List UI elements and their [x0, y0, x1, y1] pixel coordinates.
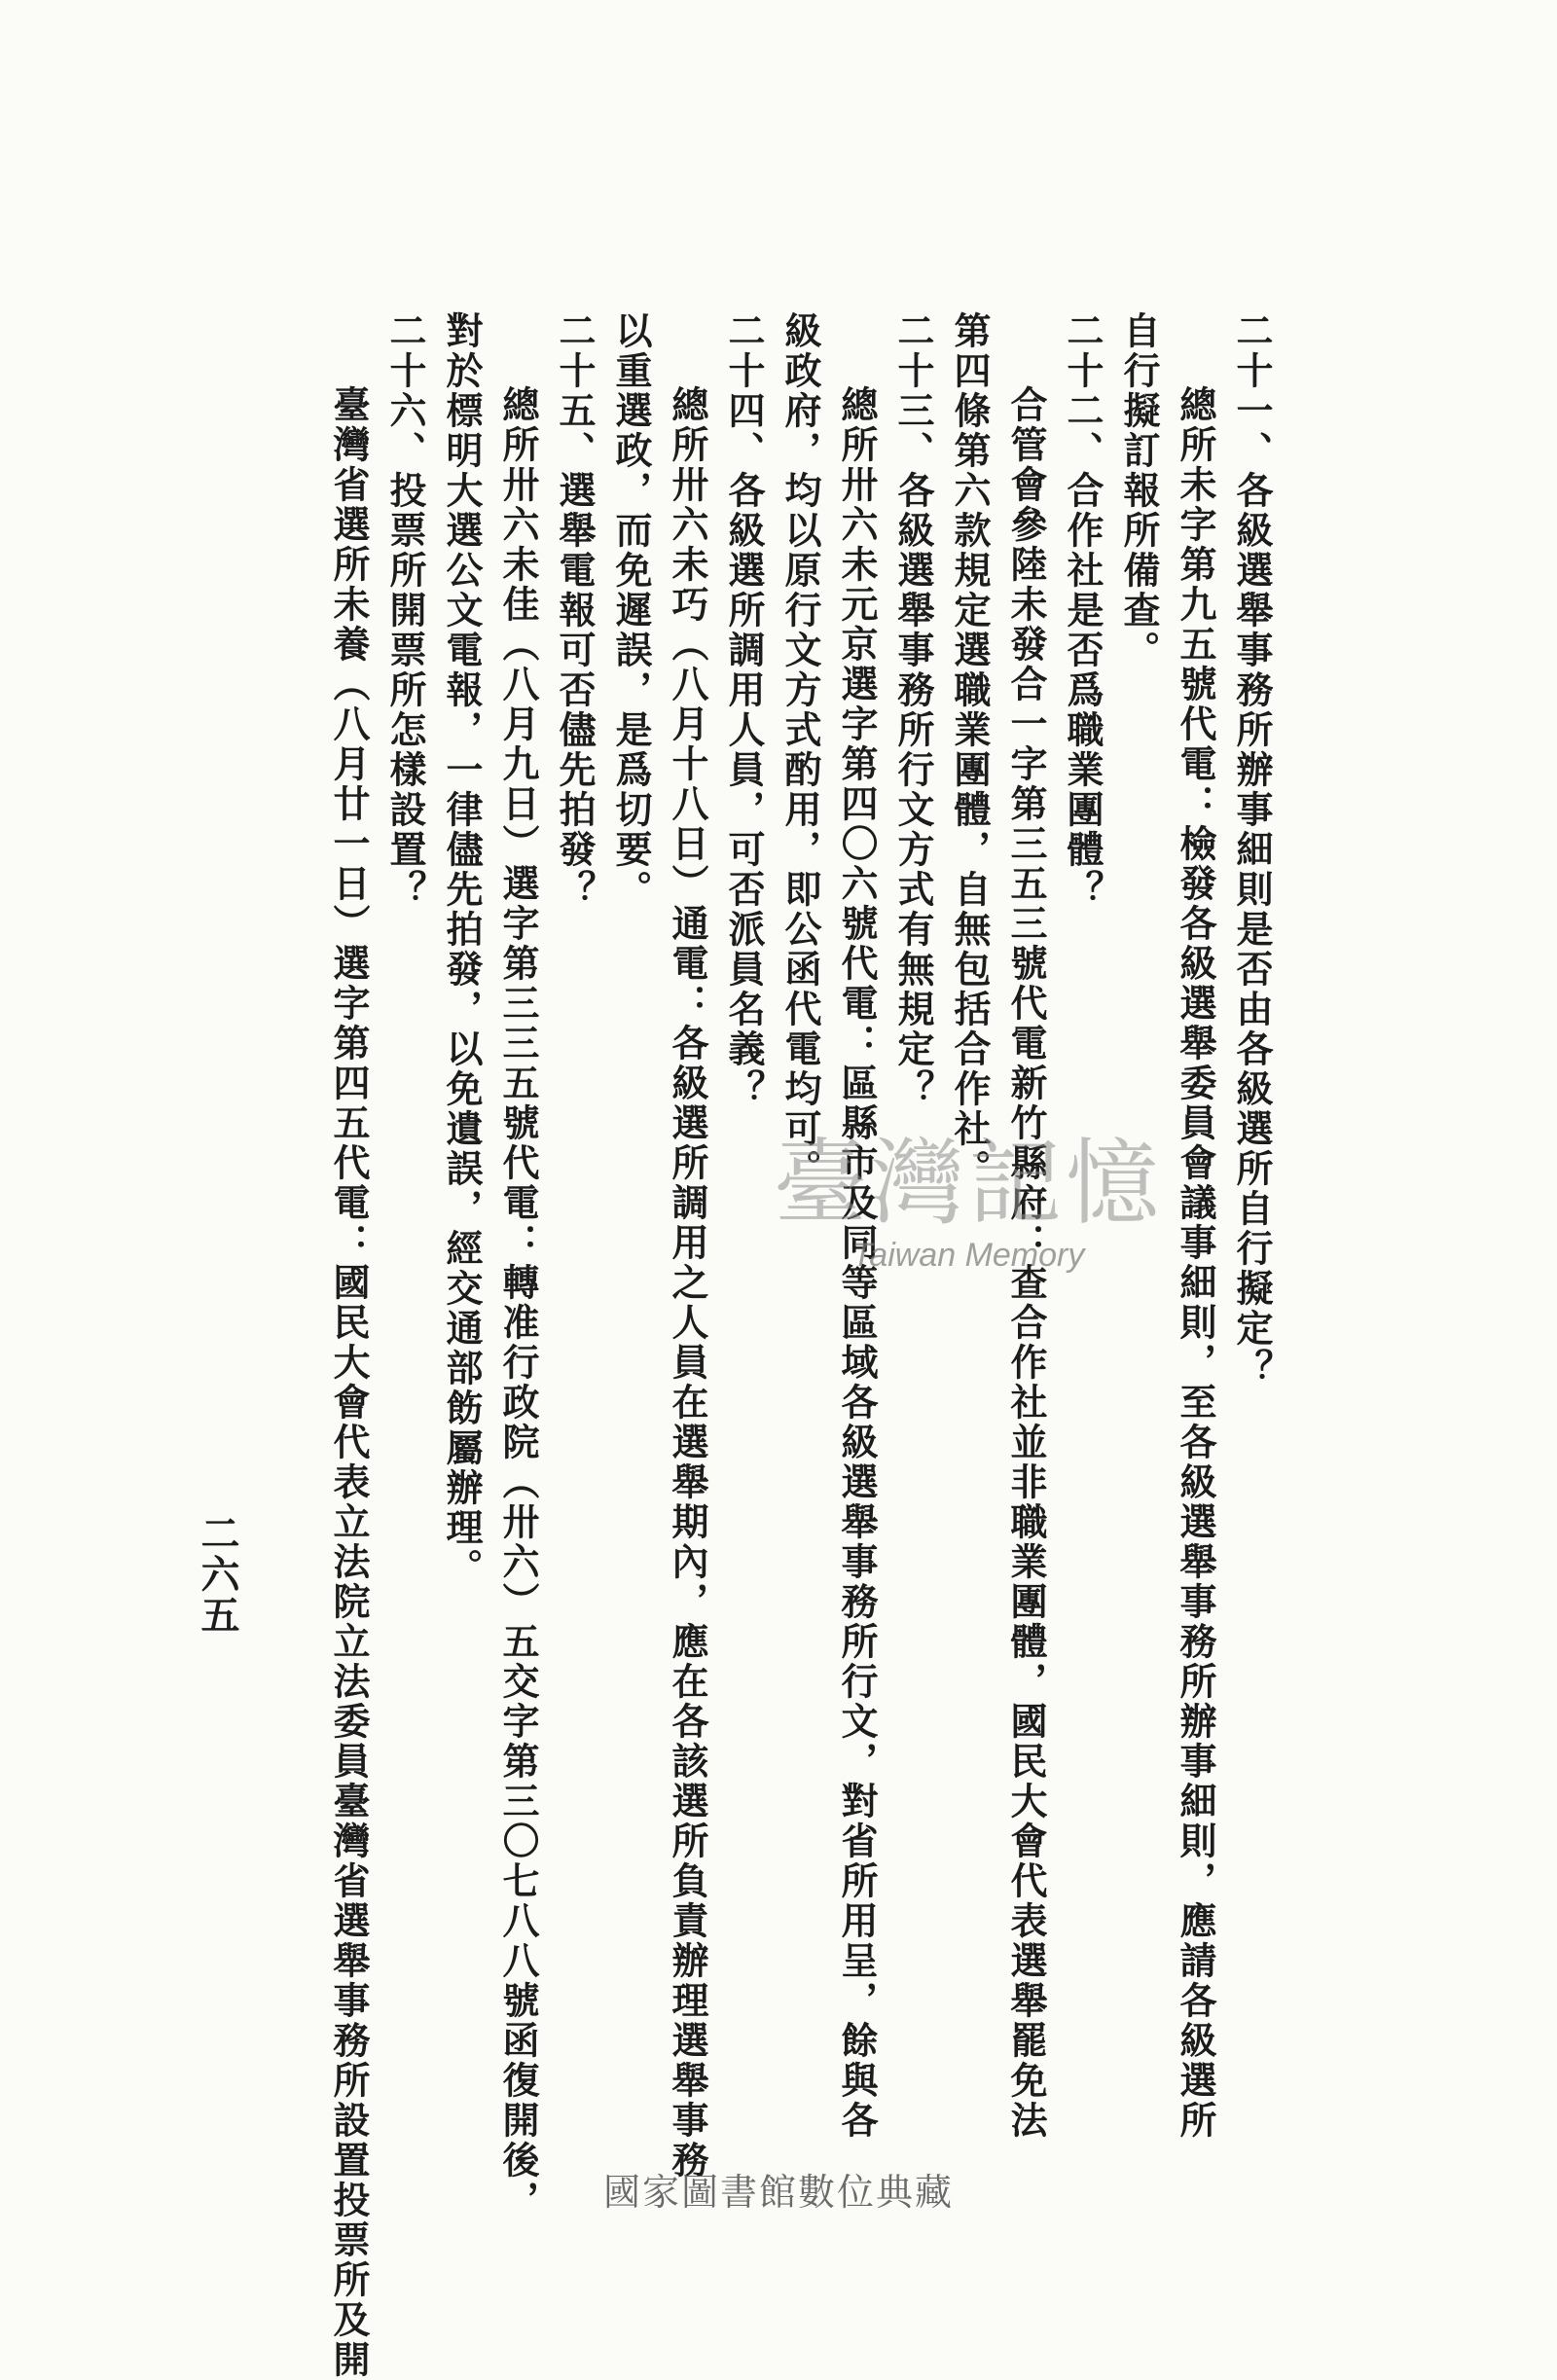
- item-25-answer-line-1: 總所卅六未佳（八月九日）選字第三三五號代電：轉准行政院（卅六）五交字第三〇七八八號函復開後，: [496, 385, 540, 2220]
- watermark-subtitle: Taiwan Memory: [851, 1237, 1085, 1274]
- item-24-answer-line-2: 以重選政，而免遲誤，是爲切要。: [609, 311, 653, 910]
- item-21-heading: 二十一、各級選舉事務所辦事細則是否由各級選所自行擬定？: [1230, 311, 1274, 1388]
- taiwan-memory-watermark: [774, 1109, 1163, 1275]
- item-21-answer-line-1: 總所未字第九五號代電：檢發各級選舉委員會議事細則，至各級選舉事務所辦事細則，應請各級選所: [1174, 385, 1217, 2141]
- item-21-answer-line-2: 自行擬訂報所備查。: [1117, 311, 1161, 670]
- page-number: 二六五: [195, 1513, 240, 1636]
- item-25-heading: 二十五、選舉電報可否儘先拍發？: [553, 311, 597, 910]
- item-26-answer-line-1: 臺灣省選所未養（八月廿一日）選字第四五代電：國民大會代表立法院立法委員臺灣省選舉事務所設置投票所及開: [327, 385, 371, 2380]
- item-22-heading: 二十二、合作社是否爲職業團體？: [1061, 311, 1104, 910]
- item-23-answer-line-1: 總所卅六未元京選字第四〇六號代電：區縣市及同等區域各級選舉事務所行文，對省所用呈，餘與各: [835, 385, 879, 2141]
- item-23-heading: 二十三、各級選舉事務所行文方式有無規定？: [891, 311, 935, 1109]
- item-25-answer-line-2: 對於標明大選公文電報，一律儘先拍發，以免遺誤，經交通部飭屬辦理。: [440, 311, 484, 1588]
- library-credit: 國家圖書館數位典藏: [602, 2171, 954, 2214]
- item-23-answer-line-2: 級政府，均以原行文方式酌用，即公函代電均可。: [778, 311, 822, 1189]
- item-26-heading: 二十六、投票所開票所怎樣設置？: [383, 311, 427, 910]
- item-22-answer-line-2: 第四條第六款規定選職業團體，自無包括合作社。: [948, 311, 992, 1189]
- watermark-title: 臺灣記憶: [774, 1129, 1163, 1238]
- item-24-heading: 二十四、各級選所調用人員，可否派員名義？: [722, 311, 766, 1109]
- item-22-answer-line-1: 合管會參陸未發合一字第三五三號代電新竹縣府：查合作社並非職業團體，國民大會代表選舉罷免法: [1004, 385, 1048, 2141]
- item-24-answer-line-1: 總所卅六未巧（八月十八日）通電：各級選所調用之人員在選舉期內，應在各該選所負責辦理選舉事務: [666, 385, 709, 2181]
